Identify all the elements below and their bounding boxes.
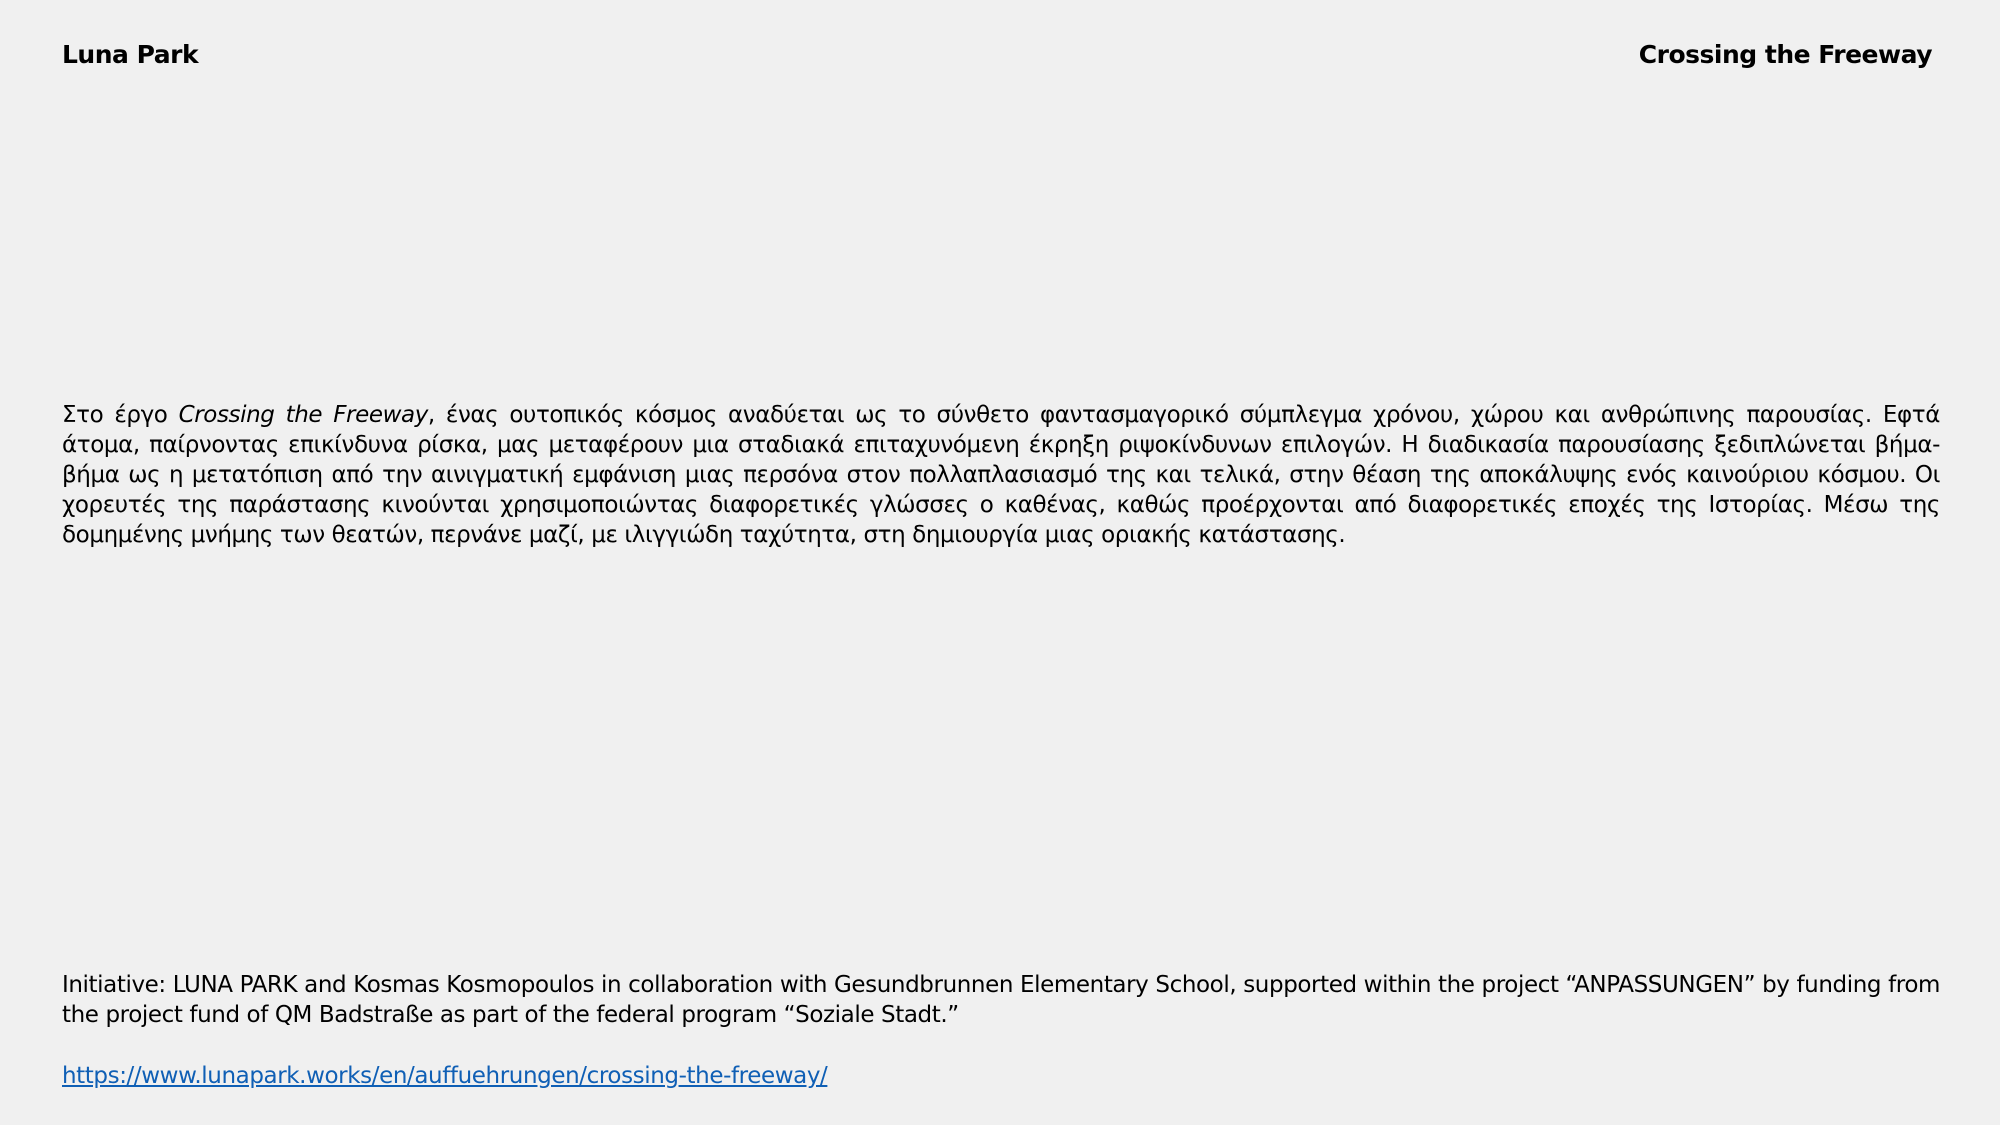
main-paragraph-text: , ένας ουτοπικός κόσμος αναδύεται ως το σύνθετο φαντασμαγορικό σύμπλεγμα χρόνου, χώρου και ανθρώπινης παρουσίας. Εφτά άτομα, παίρνοντας επικίνδυνα ρίσκα, μας μεταφέρουν μια σταδιακά επιταχυνόμενη έκρηξη ριψοκίνδυνων επιλογών. Η διαδικασία παρουσίασης ξεδιπλώνεται βήμα-βήμα ως η μετατόπιση από την αινιγματική εμφάνιση μιας περσόνα στον πολλαπλασιασμό της και τελικά, στην θέαση της αποκάλυψης ενός καινούριου κόσμου. Οι χορευτές της παράστασης κινούνται χρησιμοποιώντας διαφορετικές γλώσσες ο καθένας, καθώς προέρχονται από διαφορετικές εποχές της Ιστορίας. Μέσω της δομημένης μνήμης των θεατών, περνάνε μαζί, με ιλιγγιώδη ταχύτητα, στη δημιουργία μιας οριακής κατάστασης. <box>62 402 1940 548</box>
header-left-title: Luna Park <box>62 40 199 69</box>
header-right-title: Crossing the Freeway <box>1638 40 1932 69</box>
project-link[interactable]: https://www.lunapark.works/en/auffuehrungen/crossing-the-freeway/ <box>62 1063 828 1089</box>
main-paragraph-intro: Στο έργο <box>62 402 179 428</box>
initiative-paragraph: Initiative: LUNA PARK and Kosmas Kosmopoulos in collaboration with Gesundbrunnen Elementary School, supported within the project “ANPASSUNGEN” by funding from the project fund of QM Badstraße as part of the federal program “Soziale Stadt.” <box>62 972 1940 1028</box>
main-paragraph <box>62 400 1940 550</box>
work-title: Crossing the Freeway <box>178 402 428 428</box>
